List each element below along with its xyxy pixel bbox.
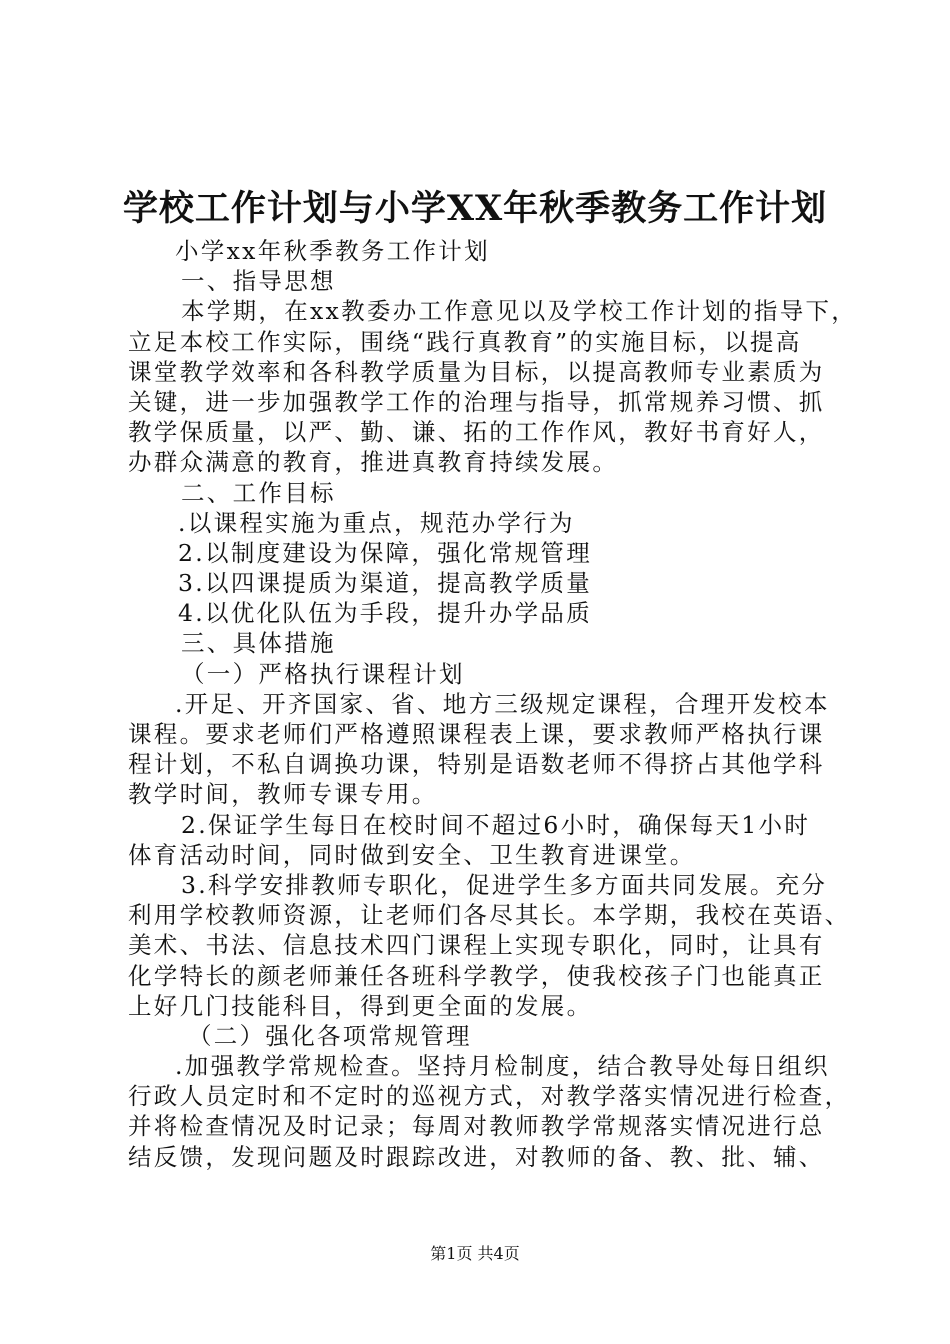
paragraph-line: 上好几门技能科目，得到更全面的发展。 xyxy=(128,991,593,1020)
document-body xyxy=(128,236,858,1172)
paragraph-line: .加强教学常规检查。坚持月检制度，结合教导处每日组织 xyxy=(175,1052,830,1081)
paragraph-line: 利用学校教师资源，让老师们各尽其长。本学期，我校在英语、 xyxy=(128,901,851,930)
paragraph-line: 结反馈，发现问题及时跟踪改进，对教师的备、教、批、辅、 xyxy=(128,1142,825,1171)
paragraph-line: 2.保证学生每日在校时间不超过6小时，确保每天1小时 xyxy=(181,810,811,839)
list-item: 3.以四课提质为渠道，提高教学质量 xyxy=(178,569,593,598)
document-title: 学校工作计划与小学XX年秋季教务工作计划 xyxy=(122,188,828,229)
paragraph-line: 并将检查情况及时记录；每周对教师教学常规落实情况进行总 xyxy=(128,1112,825,1141)
paragraph-line: 教学时间，教师专课专用。 xyxy=(128,780,438,809)
section-heading: 三、具体措施 xyxy=(181,629,336,658)
subtitle-line: 小学xx年秋季教务工作计划 xyxy=(175,237,490,265)
paragraph-line: .开足、开齐国家、省、地方三级规定课程，合理开发校本 xyxy=(175,689,830,718)
subsection-heading: （二）强化各项常规管理 xyxy=(188,1021,472,1050)
list-item: 4.以优化队伍为手段，提升办学品质 xyxy=(178,599,593,628)
section-heading: 二、工作目标 xyxy=(181,478,336,507)
paragraph-line: 立足本校工作实际，围绕“践行真教育”的实施目标，以提高 xyxy=(128,327,802,356)
paragraph-line: 办群众满意的教育，推进真教育持续发展。 xyxy=(128,448,619,477)
paragraph-line: 体育活动时间，同时做到安全、卫生教育进课堂。 xyxy=(128,840,696,869)
paragraph-line: 关键，进一步加强教学工作的治理与指导，抓常规养习惯、抓 xyxy=(128,387,825,416)
paragraph-line: 程计划，不私自调换功课，特别是语数老师不得挤占其他学科 xyxy=(128,750,825,779)
page-number: 第1页 共4页 xyxy=(430,1244,520,1263)
paragraph-line: 美术、书法、信息技术四门课程上实现专职化，同时，让具有 xyxy=(128,931,825,960)
paragraph-line: 课程。要求老师们严格遵照课程表上课，要求教师严格执行课 xyxy=(128,720,825,748)
paragraph-line: 教学保质量，以严、勤、谦、拓的工作作风，教好书育好人， xyxy=(128,418,825,447)
paragraph-line: 化学特长的颜老师兼任各班科学教学，使我校孩子门也能真正 xyxy=(128,961,825,990)
paragraph-line: 本学期，在xx教委办工作意见以及学校工作计划的指导下， xyxy=(181,297,858,326)
subsection-heading: （一）严格执行课程计划 xyxy=(181,659,465,688)
paragraph-line: 3.科学安排教师专职化，促进学生多方面共同发展。充分 xyxy=(181,870,828,899)
paragraph-line: 行政人员定时和不定时的巡视方式，对教学落实情况进行检查， xyxy=(128,1082,851,1111)
list-item: .以课程实施为重点，规范办学行为 xyxy=(178,508,575,537)
list-item: 2.以制度建设为保障，强化常规管理 xyxy=(178,538,593,567)
paragraph-line: 课堂教学效率和各科教学质量为目标，以提高教师专业素质为 xyxy=(128,357,825,386)
section-heading: 一、指导思想 xyxy=(181,267,336,296)
